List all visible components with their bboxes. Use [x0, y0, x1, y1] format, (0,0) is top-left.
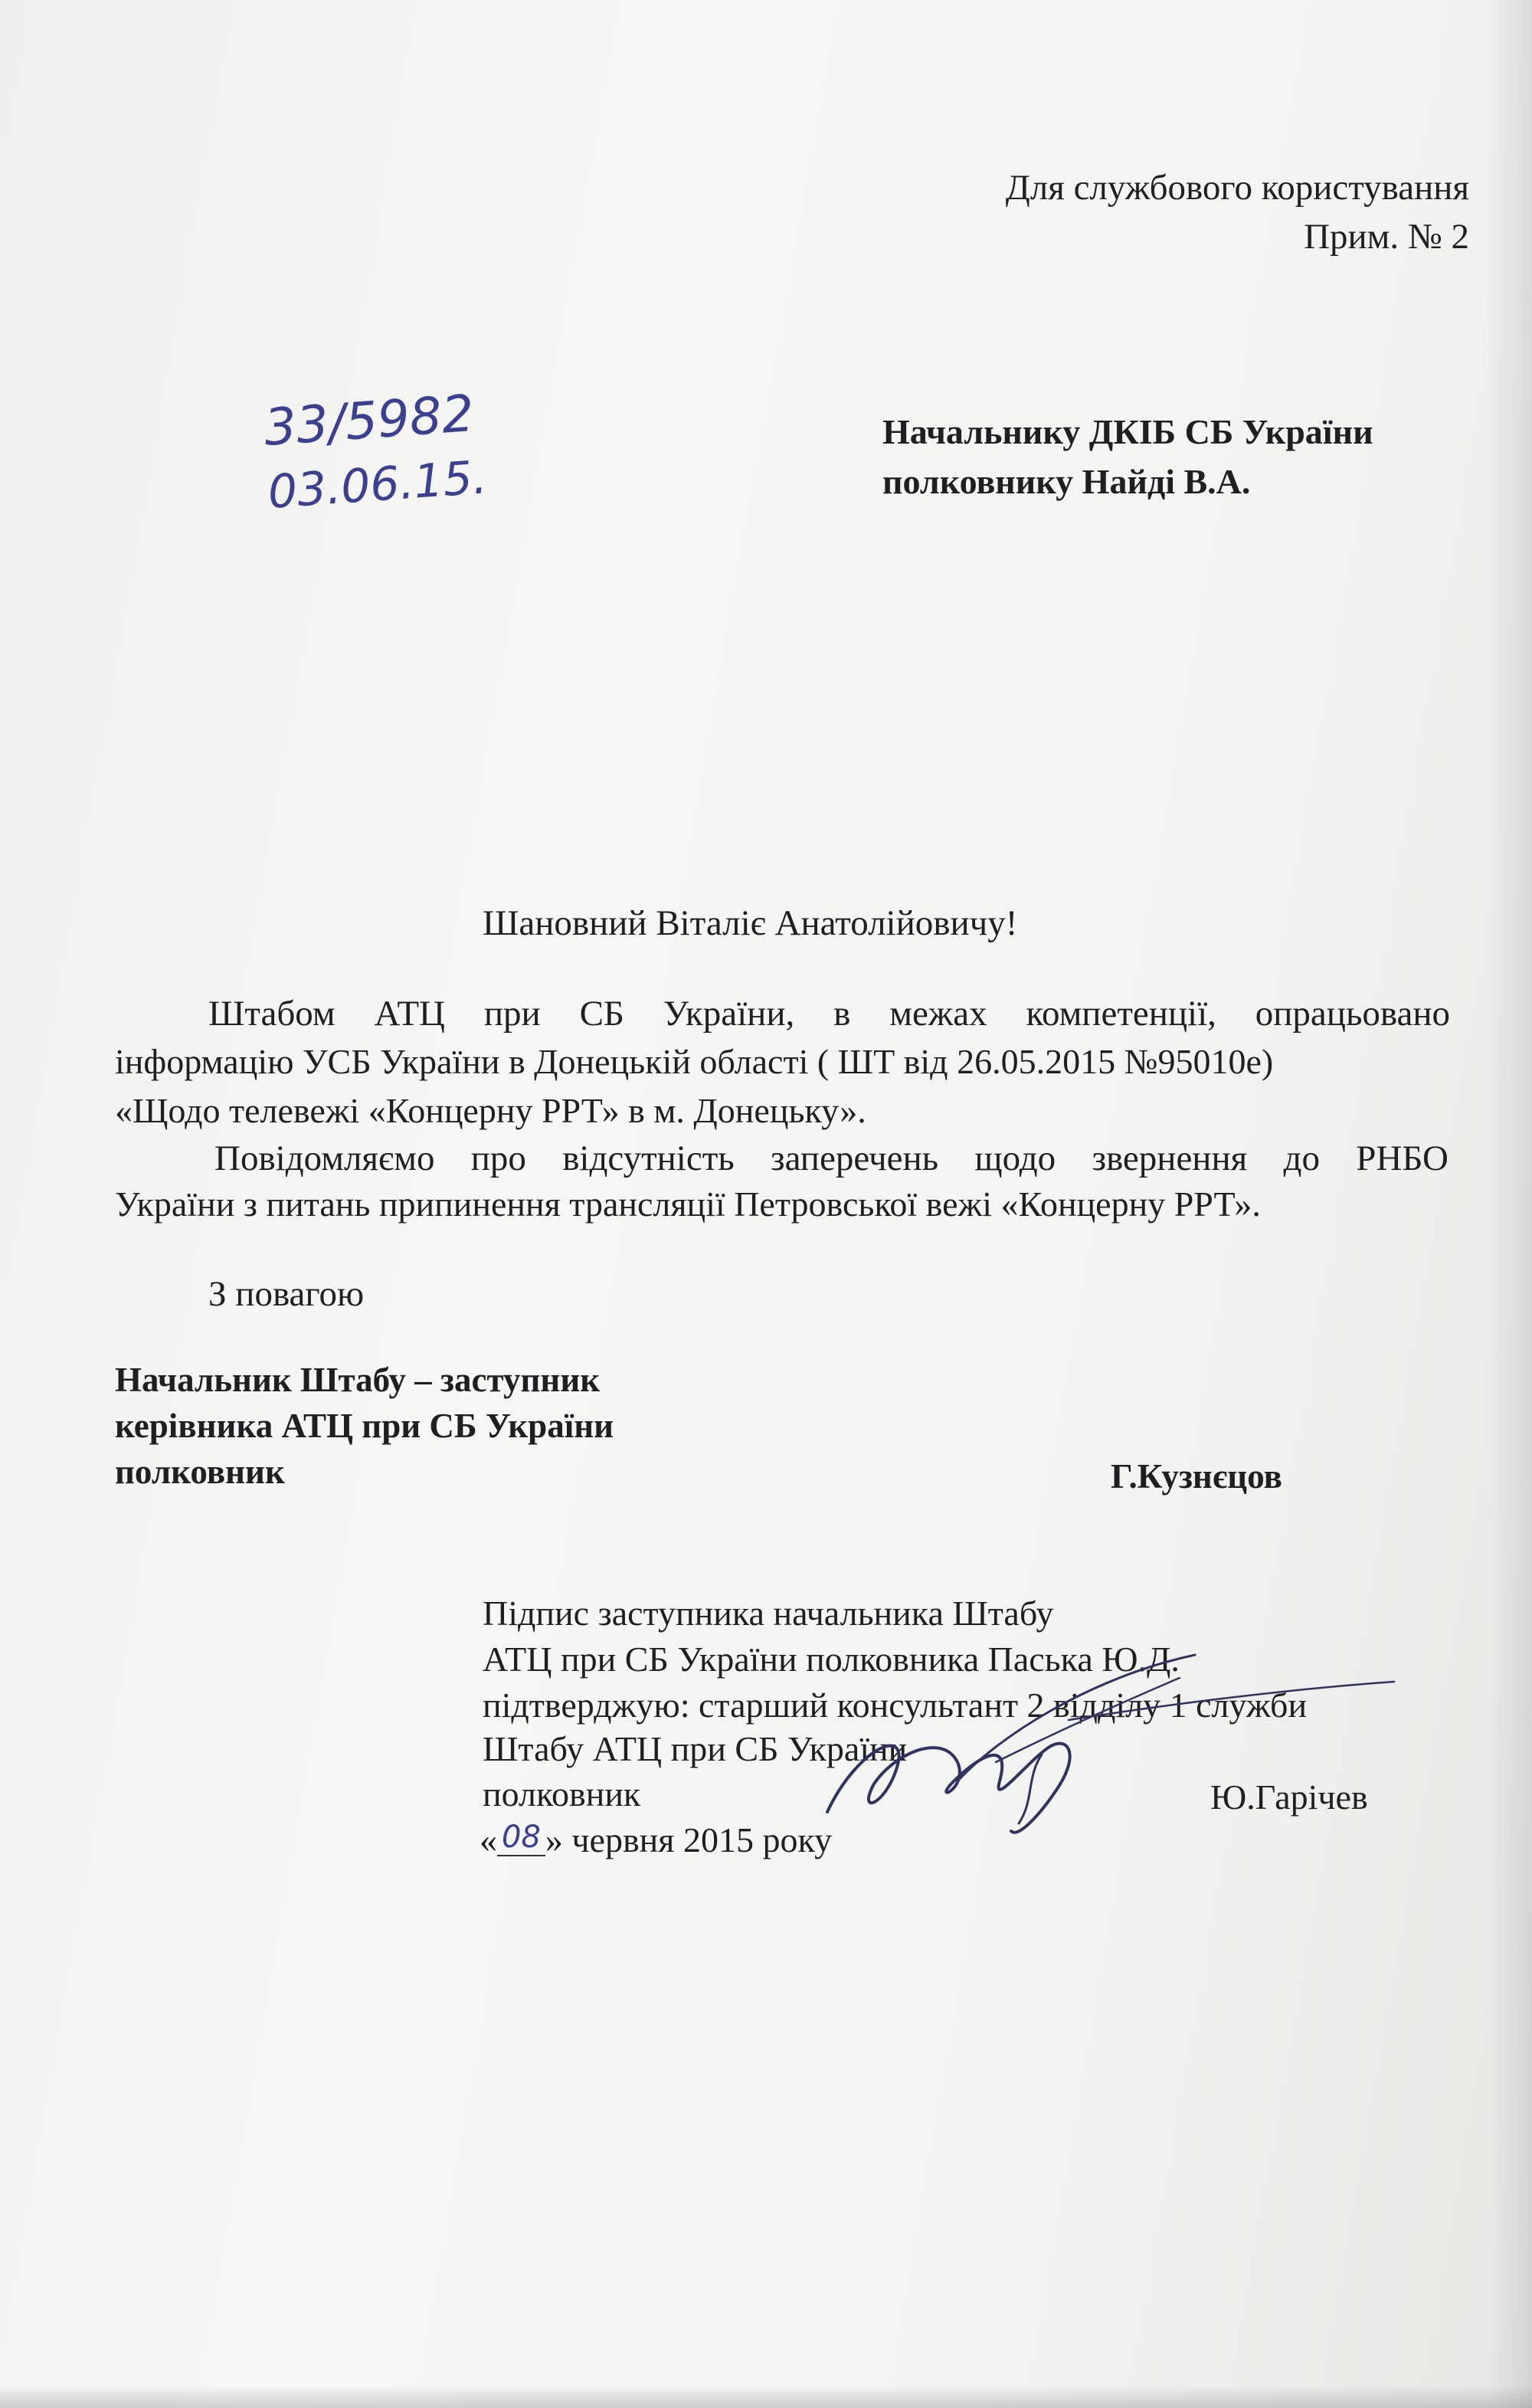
word: опрацьовано [1255, 994, 1450, 1034]
date-open-quote: « [480, 1820, 497, 1859]
signatory-name: Г.Кузнєцов [1111, 1457, 1282, 1496]
handwritten-date-day: 08 [497, 1820, 545, 1856]
signatory-rank: полковник [115, 1453, 285, 1491]
closing: З повагою [208, 1274, 365, 1314]
paragraph-1-line-2: інформацію УСБ України в Донецькій області ( ШТ від 26.05.2015 №95010е) [115, 1042, 1274, 1081]
classification-label: Для службового користування [1005, 168, 1469, 208]
page-shadow-right [1486, 0, 1532, 2408]
word: межах [889, 994, 987, 1034]
signatory-title-line-2: керівника АТЦ при СБ України [115, 1407, 614, 1445]
handwritten-reg-number: 33/5982 [262, 383, 476, 457]
word: РНБО [1356, 1138, 1449, 1178]
word: СБ [579, 994, 624, 1034]
certification-rank: полковник [483, 1774, 641, 1813]
handwritten-reg-date: 03.06.15. [266, 450, 489, 519]
certification-line-1: Підпис заступника начальника Штабу [483, 1594, 1054, 1633]
word: компетенції, [1026, 994, 1216, 1034]
page-shadow-bottom [0, 2385, 1532, 2408]
copy-number: Прим. № 2 [1304, 217, 1469, 257]
addressee-line-1: Начальнику ДКІБ СБ України [882, 412, 1373, 451]
signatory-title-line-1: Начальник Штабу – заступник [115, 1361, 601, 1399]
paragraph-1-line-3: «Щодо телевежі «Концерну РРТ» в м. Донецьку». [115, 1091, 866, 1130]
word: при [483, 994, 541, 1034]
word: Штабом [208, 994, 336, 1034]
date-rest: » червня 2015 року [545, 1820, 833, 1859]
paragraph-2-line-2: України з питань припинення трансляції Петровської вежі «Концерну РРТ». [115, 1184, 1261, 1224]
word: про [470, 1138, 526, 1178]
word: до [1283, 1138, 1320, 1178]
word: звернення [1092, 1138, 1248, 1178]
word: України, [663, 994, 795, 1034]
certification-name: Ю.Гарічев [1210, 1777, 1368, 1817]
handwritten-signature [766, 1647, 1409, 1846]
paragraph-1-line-1 [208, 993, 1450, 1034]
salutation: Шановний Віталіє Анатолійовичу! [483, 903, 1018, 943]
certification-line-4: Штабу АТЦ при СБ України [483, 1729, 908, 1768]
certification-line-2: АТЦ при СБ України полковника Паська Ю.Д. [483, 1640, 1180, 1679]
word: відсутність [562, 1138, 735, 1178]
word: щодо [974, 1138, 1056, 1178]
word: Повідомляємо [214, 1138, 435, 1178]
word: АТЦ [374, 994, 445, 1034]
paragraph-2-line-1 [214, 1138, 1449, 1179]
addressee-line-2: полковнику Найді В.А. [882, 462, 1251, 501]
certification-line-3: підтверджую: старший консультант 2 відділу 1 служби [483, 1686, 1308, 1725]
word: заперечень [771, 1138, 939, 1178]
word: в [833, 994, 851, 1034]
